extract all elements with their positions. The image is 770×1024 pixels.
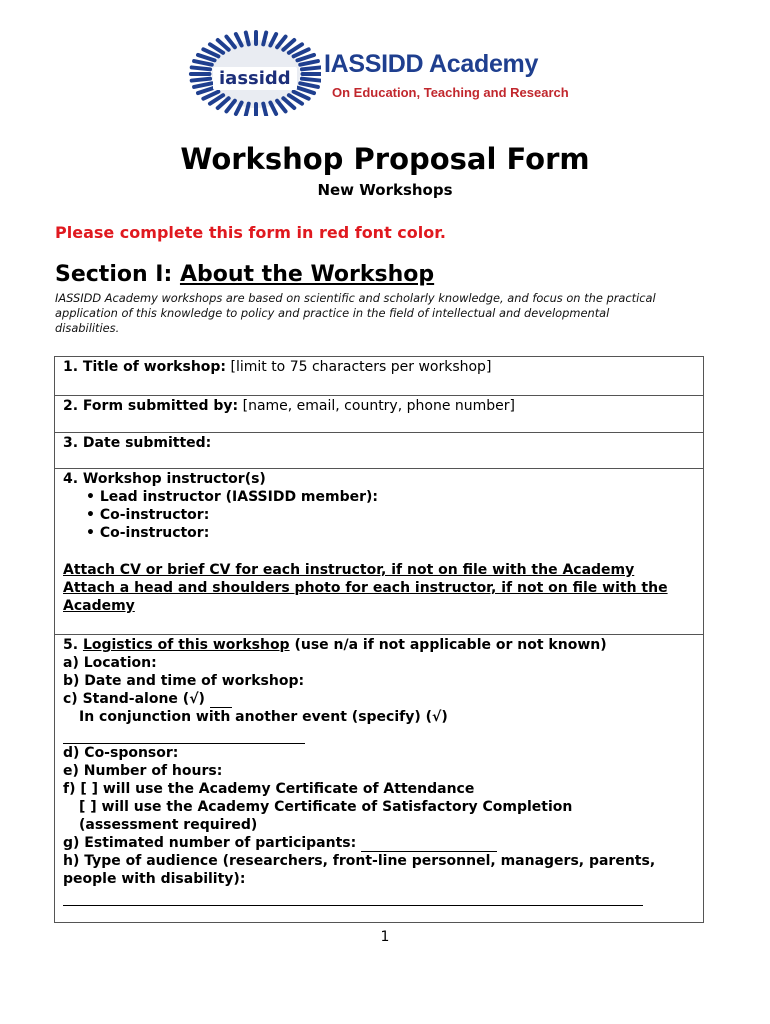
- instruction-text: Please complete this form in red font color.: [55, 223, 446, 242]
- page-subtitle: New Workshops: [317, 181, 453, 199]
- form-row-logistics[interactable]: [55, 634, 703, 922]
- logo-ray: [226, 37, 234, 48]
- logo-ray: [277, 37, 285, 48]
- q5-participants-label: g) Estimated number of participants:: [63, 835, 362, 851]
- logo-ray: [246, 33, 249, 45]
- section-prefix: Section I:: [55, 262, 180, 287]
- logo-ray: [263, 104, 266, 116]
- logo-ray: [302, 67, 320, 69]
- logo-ray: [226, 101, 234, 112]
- q3-label: 3. Date submitted:: [63, 435, 212, 451]
- q5-label: [63, 636, 695, 654]
- logo-ray: [302, 79, 320, 81]
- logo-ray: [198, 55, 215, 60]
- q5-hint: (use n/a if not applicable or not known): [289, 637, 607, 653]
- logo-ray: [192, 67, 210, 69]
- logo-ray: [297, 55, 314, 60]
- proposal-form-table: [54, 356, 704, 923]
- page-number: 1: [380, 929, 390, 945]
- logo-ray: [246, 104, 249, 116]
- logo-ray: [277, 101, 285, 112]
- section-heading: [55, 262, 434, 287]
- q5-stand-alone: [63, 690, 695, 708]
- q5-certificate-completion: [ ] will use the Academy Certificate of Satisfactory Completion: [79, 799, 573, 815]
- q5-location: a) Location:: [63, 655, 157, 671]
- q1-label: 1. Title of workshop:: [63, 359, 227, 375]
- logo-subtitle: On Education, Teaching and Research: [332, 85, 569, 100]
- audience-blank[interactable]: [63, 897, 643, 906]
- logo-ray: [297, 88, 314, 93]
- section-intro: IASSIDD Academy workshops are based on scientific and scholarly knowledge, and focus on the practical application of this knowledge to policy and practice in the field of intellectual and developmental disabilities.: [55, 291, 656, 335]
- logo-ray: [300, 61, 318, 65]
- q5-title: Logistics of this workshop: [82, 637, 290, 653]
- q4-lead-instructor: • Lead instructor (IASSIDD member):: [86, 489, 379, 505]
- q4-co-instructor-2: • Co-instructor:: [86, 525, 210, 541]
- conjunction-event-blank[interactable]: [63, 733, 305, 744]
- q5-participants: [63, 834, 695, 852]
- form-row-submitted-by[interactable]: [55, 395, 703, 432]
- q4-label: 4. Workshop instructor(s): [63, 471, 266, 487]
- q4-attach-cv-note: Attach CV or brief CV for each instructor, if not on file with the Academy: [63, 562, 635, 578]
- section-name: About the Workshop: [179, 262, 435, 287]
- logo-ray: [300, 83, 318, 87]
- q4-co-instructor-1: • Co-instructor:: [86, 507, 210, 523]
- logo-ray: [192, 79, 210, 81]
- iassidd-logo: [186, 30, 569, 120]
- q2-label: 2. Form submitted by:: [63, 398, 239, 414]
- q5-audience: h) Type of audience (researchers, front-line personnel, managers, parents, people with disability):: [63, 853, 656, 887]
- q5-date-time: b) Date and time of workshop:: [63, 673, 305, 689]
- q5-number: 5.: [63, 637, 83, 653]
- q1-hint: [limit to 75 characters per workshop]: [226, 359, 492, 375]
- q5-co-sponsor: d) Co-sponsor:: [63, 745, 179, 761]
- logo-ray: [194, 83, 212, 87]
- q5-conjunction: In conjunction with another event (specify) (√): [79, 709, 448, 725]
- form-row-instructors[interactable]: [55, 468, 703, 634]
- logo-ray: [194, 61, 212, 65]
- q4-attach-photo-note: Attach a head and shoulders photo for each instructor, if not on file with the Academy: [63, 580, 668, 614]
- q2-hint: [name, email, country, phone number]: [238, 398, 515, 414]
- logo-wordmark: iassidd: [213, 67, 297, 90]
- logo-title: IASSIDD Academy: [324, 50, 539, 78]
- form-row-date[interactable]: [55, 432, 703, 468]
- q5-assessment-required: (assessment required): [79, 817, 258, 833]
- q5-hours: e) Number of hours:: [63, 763, 223, 779]
- q5-certificate-attendance: f) [ ] will use the Academy Certificate of Attendance: [63, 781, 475, 797]
- logo-ray: [263, 33, 266, 45]
- form-row-title[interactable]: [55, 357, 703, 395]
- q5-stand-alone-label: c) Stand-alone (√): [63, 691, 210, 707]
- page-title: Workshop Proposal Form: [180, 142, 590, 176]
